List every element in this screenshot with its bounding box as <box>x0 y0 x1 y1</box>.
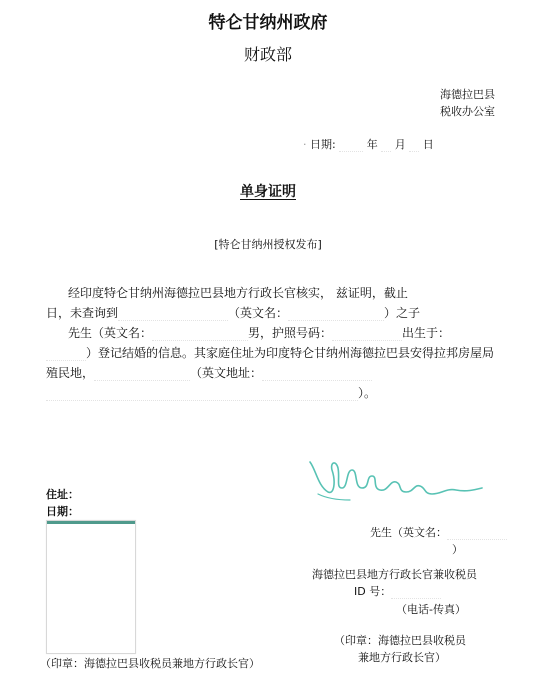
body-line-2-c: ）之子 <box>384 306 421 320</box>
official-id-line <box>354 583 441 599</box>
father-english-name-blank <box>288 308 384 321</box>
office-line-tax: 税收办公室 <box>440 105 495 118</box>
body-line-3-a: 先生（英文名： <box>68 326 153 340</box>
right-stamp-line-2: 兼地方行政长官） <box>358 651 446 664</box>
body-line-4-text: ）登记结婚的信息。其家庭住址为印度特仑甘纳州海德拉巴县安得拉邦房屋局 <box>86 346 495 360</box>
department-title: 财政部 <box>243 45 292 64</box>
body-line-5-a: 殖民地， <box>46 366 95 380</box>
body-line-2 <box>46 304 420 321</box>
body-line-3-b: 男，护照号码： <box>248 326 333 340</box>
right-stamp-line-1: （印章：海德拉巴县收税员 <box>334 634 466 647</box>
english-address-blank <box>262 368 372 381</box>
right-english-name-blank <box>447 527 507 540</box>
date-year-label: 年 <box>366 138 378 151</box>
father-name-blank <box>118 308 228 321</box>
english-address-continued-blank <box>46 388 358 401</box>
left-stamp-note: （印章：海德拉巴县收税员兼地方行政长官） <box>40 657 260 670</box>
issuing-office <box>440 86 495 120</box>
passport-number-blank <box>332 328 402 341</box>
date-year-blank <box>339 139 363 152</box>
left-address-label: 住址： <box>46 488 79 501</box>
official-id-blank <box>391 586 441 599</box>
body-line-3 <box>68 324 450 341</box>
date-label: 日期: <box>310 138 336 151</box>
authority-note: [特仑甘纳州授权发布] <box>214 238 322 251</box>
date-day-label: 日 <box>422 138 434 151</box>
office-line-county: 海德拉巴县 <box>440 88 495 101</box>
phone-fax-line: （电话-传真） <box>396 603 466 616</box>
photo-frame-top <box>47 521 135 524</box>
date-dot: · <box>303 138 307 151</box>
body-line-5 <box>46 364 372 381</box>
date-line <box>303 136 434 152</box>
official-id-label: ID 号： <box>354 585 392 598</box>
government-title: 特仑甘纳州政府 <box>208 13 328 33</box>
date-day-blank <box>409 139 419 152</box>
official-signature <box>306 448 484 510</box>
right-mr-line <box>370 524 507 540</box>
body-line-2-b: （英文名： <box>228 306 289 320</box>
body-line-1: 经印度特仑甘纳州海德拉巴县地方行政长官核实， 兹证明，截止 <box>68 286 408 300</box>
birth-date-blank <box>46 348 86 361</box>
son-english-name-blank <box>152 328 248 341</box>
colony-name-blank <box>94 368 190 381</box>
date-month-blank <box>381 139 391 152</box>
body-line-2-a: 日，未查询到 <box>46 306 119 320</box>
applicant-photo <box>46 520 136 654</box>
certificate-title: 单身证明 <box>240 184 296 200</box>
body-line-6-text: ）。 <box>358 386 377 400</box>
body-line-6 <box>46 384 376 401</box>
body-line-4 <box>46 344 494 361</box>
left-date-label: 日期： <box>46 505 79 518</box>
right-close-paren: ） <box>452 543 463 556</box>
official-title: 海德拉巴县地方行政长官兼收税员 <box>312 568 477 581</box>
body-line-3-c: 出生于： <box>402 326 451 340</box>
body-line-5-b: （英文地址： <box>190 366 263 380</box>
right-mr-label: 先生（英文名： <box>370 526 447 539</box>
date-month-label: 月 <box>394 138 406 151</box>
